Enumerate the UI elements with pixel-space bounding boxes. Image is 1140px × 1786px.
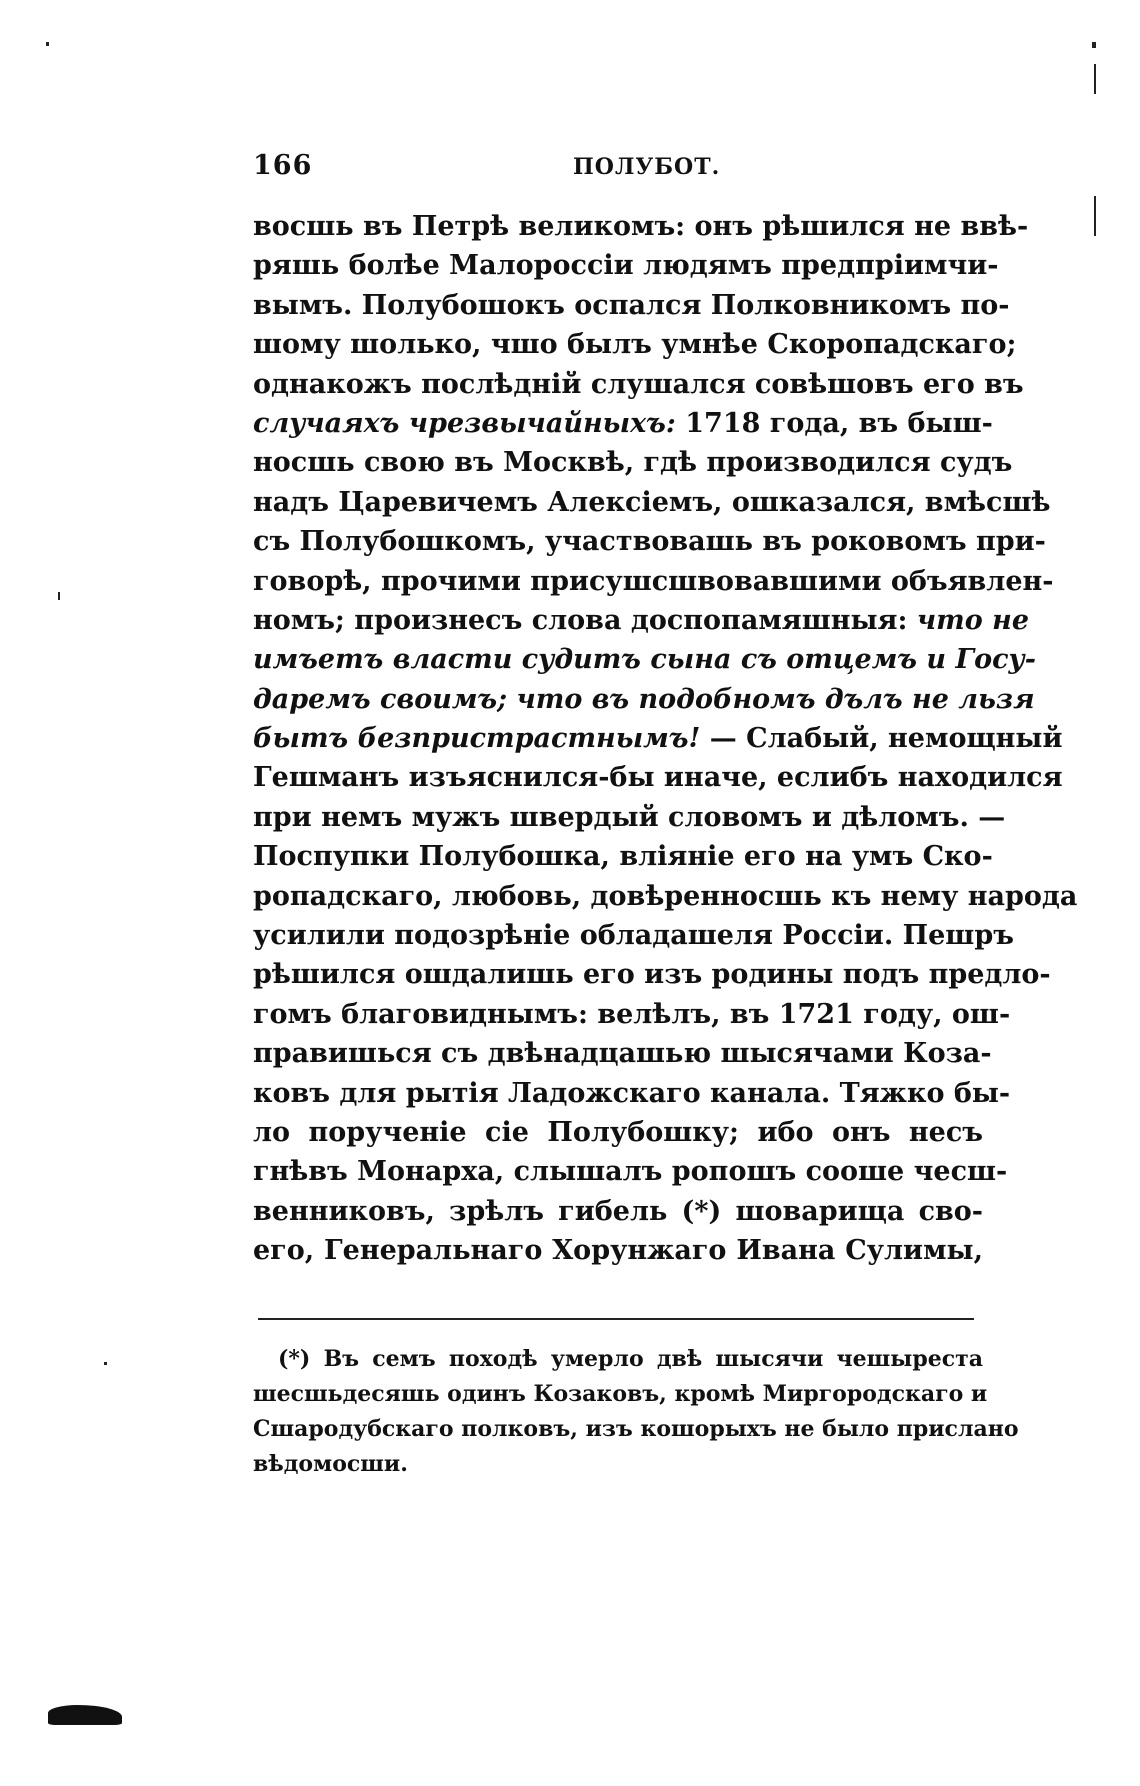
text-line bbox=[253, 522, 1046, 561]
text-line bbox=[253, 404, 993, 443]
footnote-line: вѣдомосши. bbox=[253, 1451, 408, 1477]
text-segment: 1718 года, въ быш- bbox=[675, 407, 993, 439]
text-line bbox=[253, 325, 1017, 364]
footnote bbox=[253, 1342, 1019, 1482]
page-header bbox=[253, 150, 983, 190]
footnote-line: Сшародубскаго полковъ, изъ кошорыхъ не было прислано bbox=[253, 1416, 1019, 1442]
text-line bbox=[253, 1074, 1011, 1113]
text-segment: однакожъ послѣдній слушался совѣшовъ его въ bbox=[253, 368, 1024, 400]
text-line bbox=[253, 1034, 992, 1073]
text-line bbox=[253, 1113, 983, 1152]
text-line bbox=[253, 758, 1063, 797]
footnote-line: (*) Въ семъ походѣ умерло двѣ шысячи чешыреста bbox=[278, 1346, 983, 1372]
text-line bbox=[253, 877, 1078, 916]
italic-segment: бытъ безпристрастнымъ! bbox=[253, 723, 701, 755]
text-segment: ряшь болѣе Малороссіи людямъ предпріимчи- bbox=[253, 250, 999, 282]
page-number: 166 bbox=[253, 150, 313, 181]
text-line bbox=[253, 719, 1063, 758]
italic-segment: что не bbox=[916, 604, 1030, 636]
text-segment: венниковъ, зрѣлъ гибель (*) шоварища сво- bbox=[253, 1195, 983, 1227]
text-line bbox=[253, 955, 1051, 994]
text-segment: — Слабый, немощный bbox=[700, 723, 1063, 755]
text-segment: шому шолько, чшо былъ умнѣе Скоропадскаго; bbox=[253, 329, 1017, 361]
text-segment: гнѣвъ Монарха, слышалъ ропошъ сооше чесш- bbox=[253, 1156, 1008, 1188]
ink-smudge bbox=[48, 1705, 122, 1725]
running-head: ПОЛУБОТ. bbox=[573, 154, 721, 180]
text-segment: носшь свою въ Москвѣ, гдѣ производился судъ bbox=[253, 447, 1013, 479]
text-line bbox=[253, 562, 1054, 601]
text-segment: вымъ. Полубошокъ оспался Полковникомъ по- bbox=[253, 289, 1010, 321]
text-segment: Гешманъ изъяснился-бы иначе, еслибъ находился bbox=[253, 762, 1063, 794]
text-line bbox=[253, 207, 1029, 246]
italic-segment: случаяхъ чрезвычайныхъ: bbox=[253, 407, 676, 439]
text-segment: съ Полубошкомъ, участвовашь въ роковомъ при- bbox=[253, 526, 1046, 558]
italic-segment: даремъ своимъ; что въ подобномъ дълъ не льзя bbox=[253, 683, 1035, 715]
text-segment: при немъ мужъ швердый словомъ и дѣломъ. — bbox=[253, 801, 1006, 833]
text-line bbox=[253, 995, 1011, 1034]
text-segment: говорѣ, прочими присушсшвовавшими объявлен- bbox=[253, 565, 1054, 597]
text-line bbox=[253, 1152, 1008, 1191]
text-line bbox=[253, 365, 1024, 404]
text-segment: его, Генеральнаго Хорунжаго Ивана Сулимы, bbox=[253, 1235, 983, 1267]
text-line bbox=[253, 1231, 983, 1270]
text-segment: правишься съ двѣнадцашью шысячами Коза- bbox=[253, 1038, 992, 1070]
italic-segment: имъетъ власти судитъ сына съ отцемъ и Госу- bbox=[253, 644, 1036, 676]
text-line bbox=[253, 286, 1010, 325]
text-segment: гомъ благовиднымъ: велѣлъ, въ 1721 году, ош- bbox=[253, 998, 1011, 1030]
scan-speck bbox=[104, 1362, 107, 1365]
text-line bbox=[253, 443, 1013, 482]
text-segment: рѣшился ошдалишь его изъ родины подъ предло- bbox=[253, 959, 1051, 991]
text-segment: надъ Царевичемъ Алексіемъ, ошказался, вмѣсшѣ bbox=[253, 486, 1051, 518]
text-line bbox=[253, 246, 999, 285]
scan-speck bbox=[58, 592, 60, 600]
text-segment: ковъ для рытія Ладожскаго канала. Тяжко бы- bbox=[253, 1077, 1011, 1109]
text-line bbox=[253, 916, 1014, 955]
text-line bbox=[253, 483, 1051, 522]
text-line bbox=[253, 798, 1006, 837]
text-segment: восшь въ Петрѣ великомъ: онъ рѣшился не ввѣ- bbox=[253, 211, 1029, 242]
footnote-line: шесшьдесяшь одинъ Козаковъ, кромѣ Миргородскаго и bbox=[253, 1381, 988, 1407]
text-segment: номъ; произнесъ слова доспопамяшныя: bbox=[253, 604, 917, 636]
text-segment: усилили подозрѣніе обладашеля Россіи. Пешръ bbox=[253, 920, 1014, 952]
scan-speck bbox=[1094, 64, 1096, 94]
scan-speck bbox=[1094, 196, 1096, 236]
text-segment: ропадскаго, любовь, довѣренносшь къ нему народа bbox=[253, 880, 1078, 912]
text-line bbox=[253, 680, 1035, 719]
footnote-divider bbox=[258, 1318, 974, 1320]
text-line bbox=[253, 837, 993, 876]
text-line bbox=[253, 640, 1036, 679]
scan-speck bbox=[46, 42, 49, 46]
scan-speck bbox=[1092, 42, 1096, 48]
text-line bbox=[253, 601, 1030, 640]
text-line bbox=[253, 1192, 983, 1231]
body-text bbox=[253, 207, 1078, 1271]
text-segment: ло порученіе сіе Полубошку; ибо онъ несъ bbox=[253, 1116, 983, 1148]
text-segment: Поспупки Полубошка, вліяніе его на умъ Ско- bbox=[253, 841, 993, 873]
